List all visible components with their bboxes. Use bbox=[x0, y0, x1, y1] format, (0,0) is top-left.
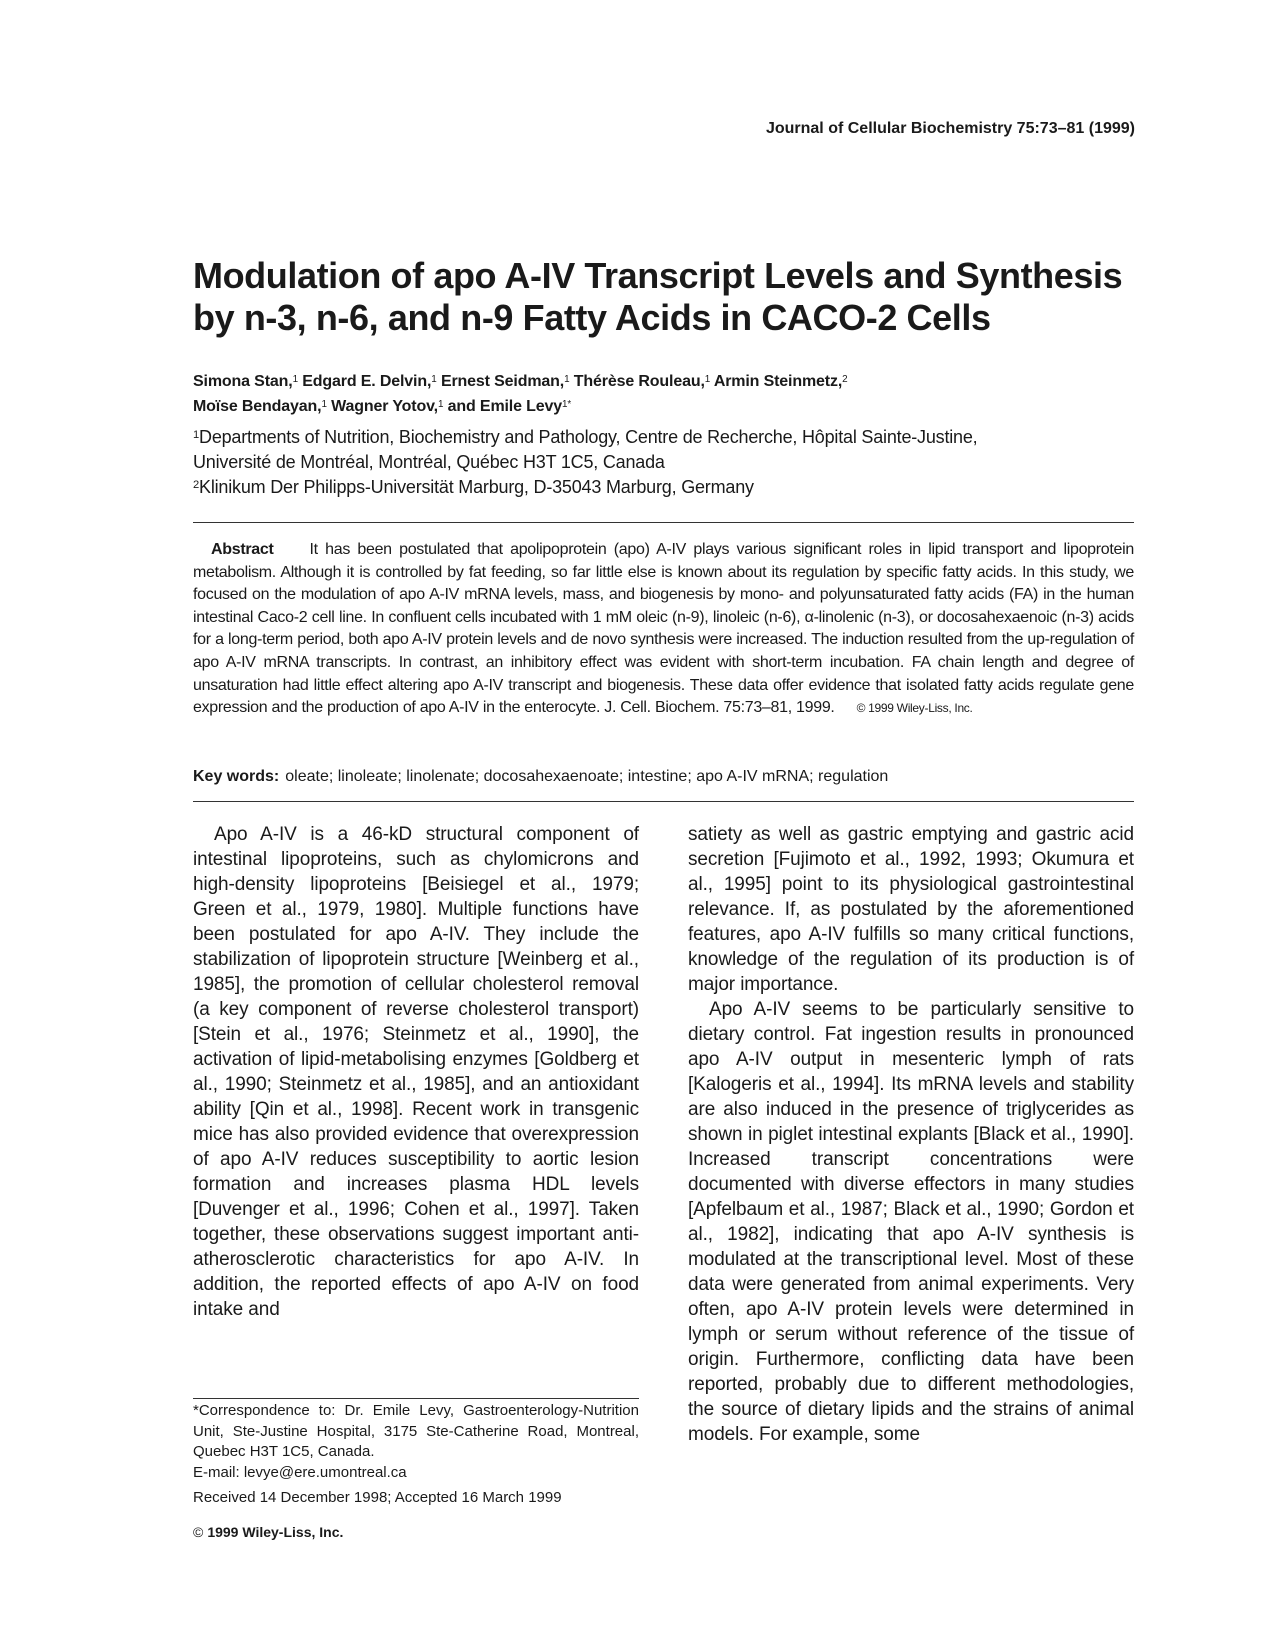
author-name: Moïse Bendayan, bbox=[193, 398, 322, 415]
abstract-top-rule bbox=[193, 522, 1134, 523]
copyright-icon: © bbox=[193, 1524, 204, 1540]
keywords-text: oleate; linoleate; linolenate; docosahexaenoate; intestine; apo A-IV mRNA; regulation bbox=[285, 768, 889, 785]
correspondence-text: *Correspondence to: Dr. Emile Levy, Gastroenterology-Nutrition Unit, Ste-Justine Hospital, 3175 Ste-Catherine Road, Montreal, Quebec H3T 1C5, Canada. bbox=[193, 1402, 639, 1460]
author-name: Armin Steinmetz, bbox=[713, 373, 843, 390]
abstract-bottom-rule bbox=[193, 801, 1134, 802]
copyright-text: 1999 Wiley-Liss, Inc. bbox=[207, 1524, 344, 1540]
body-column-right bbox=[688, 822, 1134, 1447]
received-dates: Received 14 December 1998; Accepted 16 March 1999 bbox=[193, 1489, 562, 1506]
body-paragraph: Apo A-IV is a 46-kD structural component of intestinal lipoproteins, such as chylomicrons and high-density lipoproteins [Beisiegel et al., 1979; Green et al., 1979, 1980]. Multiple functions have been postulated for apo A-IV. They include the stabilization of lipoprotein structure [Weinberg et al., 1985], the promotion of cellular cholesterol removal (a key component of reverse cholesterol transport) [Stein et al., 1976; Steinmetz et al., 1990], the activation of lipid-metabolising enzymes [Goldberg et al., 1990; Steinmetz et al., 1985], and an antioxidant ability [Qin et al., 1998]. Recent work in transgenic mice has also provided evidence that overexpression of apo A-IV reduces susceptibility to aortic lesion formation and increases plasma HDL levels [Duvenger et al., 1996; Cohen et al., 1997]. Taken together, these observations suggest important anti-atherosclerotic characteristics for apo A-IV. In addition, the reported effects of apo A-IV on food intake and bbox=[193, 824, 639, 1320]
affiliation-1-line-1: Departments of Nutrition, Biochemistry and Pathology, Centre de Recherche, Hôpital Sainte-Justine, bbox=[199, 427, 978, 447]
author-name: Wagner Yotov, bbox=[331, 398, 438, 415]
abstract-label: Abstract bbox=[211, 541, 274, 558]
affiliation-mark: 1 bbox=[431, 373, 437, 385]
article-title bbox=[193, 255, 1153, 339]
title-line-1: Modulation of apo A-IV Transcript Levels and Synthesis bbox=[193, 255, 1123, 296]
affiliation-mark: 1 bbox=[704, 373, 711, 385]
body-paragraph: satiety as well as gastric emptying and gastric acid secretion [Fujimoto et al., 1992, 1993; Okumura et al., 1995] point to its physiological gastrointestinal relevance. If, as postulated by the aforementioned features, apo A-IV fulfills so many critical functions, knowledge of the regulation of its production is of major importance. bbox=[688, 824, 1134, 995]
author-name: Edgard E. Delvin, bbox=[302, 373, 432, 390]
title-line-2: by n-3, n-6, and n-9 Fatty Acids in CACO-2 Cells bbox=[193, 297, 991, 338]
author-name: Simona Stan, bbox=[193, 373, 293, 390]
body-column-left bbox=[193, 822, 639, 1322]
correspondence-email: E-mail: levye@ere.umontreal.ca bbox=[193, 1463, 407, 1481]
body-paragraph: Apo A-IV seems to be particularly sensitive to dietary control. Fat ingestion results in pronounced apo A-IV output in mesenteric lymph of rats [Kalogeris et al., 1994]. Its mRNA levels and stability are also induced in the presence of triglycerides as shown in piglet intestinal explants [Black et al., 1990]. Increased transcript concentrations were documented with diverse effectors in many studies [Apfelbaum et al., 1987; Black et al., 1990; Gordon et al., 1982], indicating that apo A-IV synthesis is modulated at the transcriptional level. Most of these data were generated from animal experiments. Very often, apo A-IV protein levels were determined in lymph or serum without reference of the tissue of origin. Furthermore, conflicting data have been reported, probably due to different methodologies, the source of dietary lipids and the strains of animal models. For example, some bbox=[688, 999, 1134, 1445]
affiliation-mark: 1 bbox=[321, 398, 327, 410]
copyright-notice bbox=[193, 1524, 343, 1540]
abstract-text: It has been postulated that apolipoprotein (apo) A-IV plays various significant roles in lipid transport and lipoprotein metabolism. Although it is controlled by fat feeding, so far little else is known about its regulation by specific fatty acids. In this study, we focused on the modulation of apo A-IV mRNA levels, mass, and biogenesis by mono- and polyunsaturated fatty acids (FA) in the human intestinal Caco-2 cell line. In confluent cells incubated with 1 mM oleic (n-9), linoleic (n-6), α-linolenic (n-3), or docosahexaenoic (n-3) acids for a long-term period, both apo A-IV protein levels and de novo synthesis were increased. The induction resulted from the up-regulation of apo A-IV mRNA transcripts. In contrast, an inhibitory effect was evident with short-term incubation. FA chain length and degree of unsaturation had little effect altering apo A-IV transcript and biogenesis. These data offer evidence that isolated fatty acids regulate gene expression and the production of apo A-IV in the enterocyte. J. Cell. Biochem. 75:73–81, 1999. bbox=[193, 541, 1134, 717]
abstract-copyright: © 1999 Wiley-Liss, Inc. bbox=[856, 701, 973, 716]
affiliation-mark: 2 bbox=[193, 478, 200, 491]
keywords-label: Key words: bbox=[193, 768, 280, 785]
author-name: and Emile Levy bbox=[447, 398, 563, 415]
affiliation-1-line-2: Université de Montréal, Montréal, Québec H3T 1C5, Canada bbox=[193, 452, 665, 472]
author-list bbox=[193, 369, 1153, 419]
correspondence-footnote bbox=[193, 1401, 639, 1483]
affiliation-mark: 1* bbox=[562, 398, 572, 410]
journal-citation: Journal of Cellular Biochemistry 75:73–81 (1999) bbox=[765, 120, 1135, 137]
affiliation-mark: 2 bbox=[842, 373, 848, 385]
affiliations bbox=[193, 425, 1153, 500]
keywords bbox=[193, 766, 1134, 788]
affiliation-mark: 1 bbox=[437, 398, 444, 410]
affiliation-mark: 1 bbox=[564, 373, 570, 385]
affiliation-2: Klinikum Der Philipps-Universität Marburg, D-35043 Marburg, Germany bbox=[199, 477, 754, 497]
footnote-rule bbox=[193, 1398, 639, 1399]
abstract bbox=[193, 539, 1134, 720]
author-name: Thérèse Rouleau, bbox=[573, 373, 705, 390]
affiliation-mark: 1 bbox=[193, 428, 200, 441]
author-name: Ernest Seidman, bbox=[440, 373, 565, 390]
affiliation-mark: 1 bbox=[292, 373, 298, 385]
